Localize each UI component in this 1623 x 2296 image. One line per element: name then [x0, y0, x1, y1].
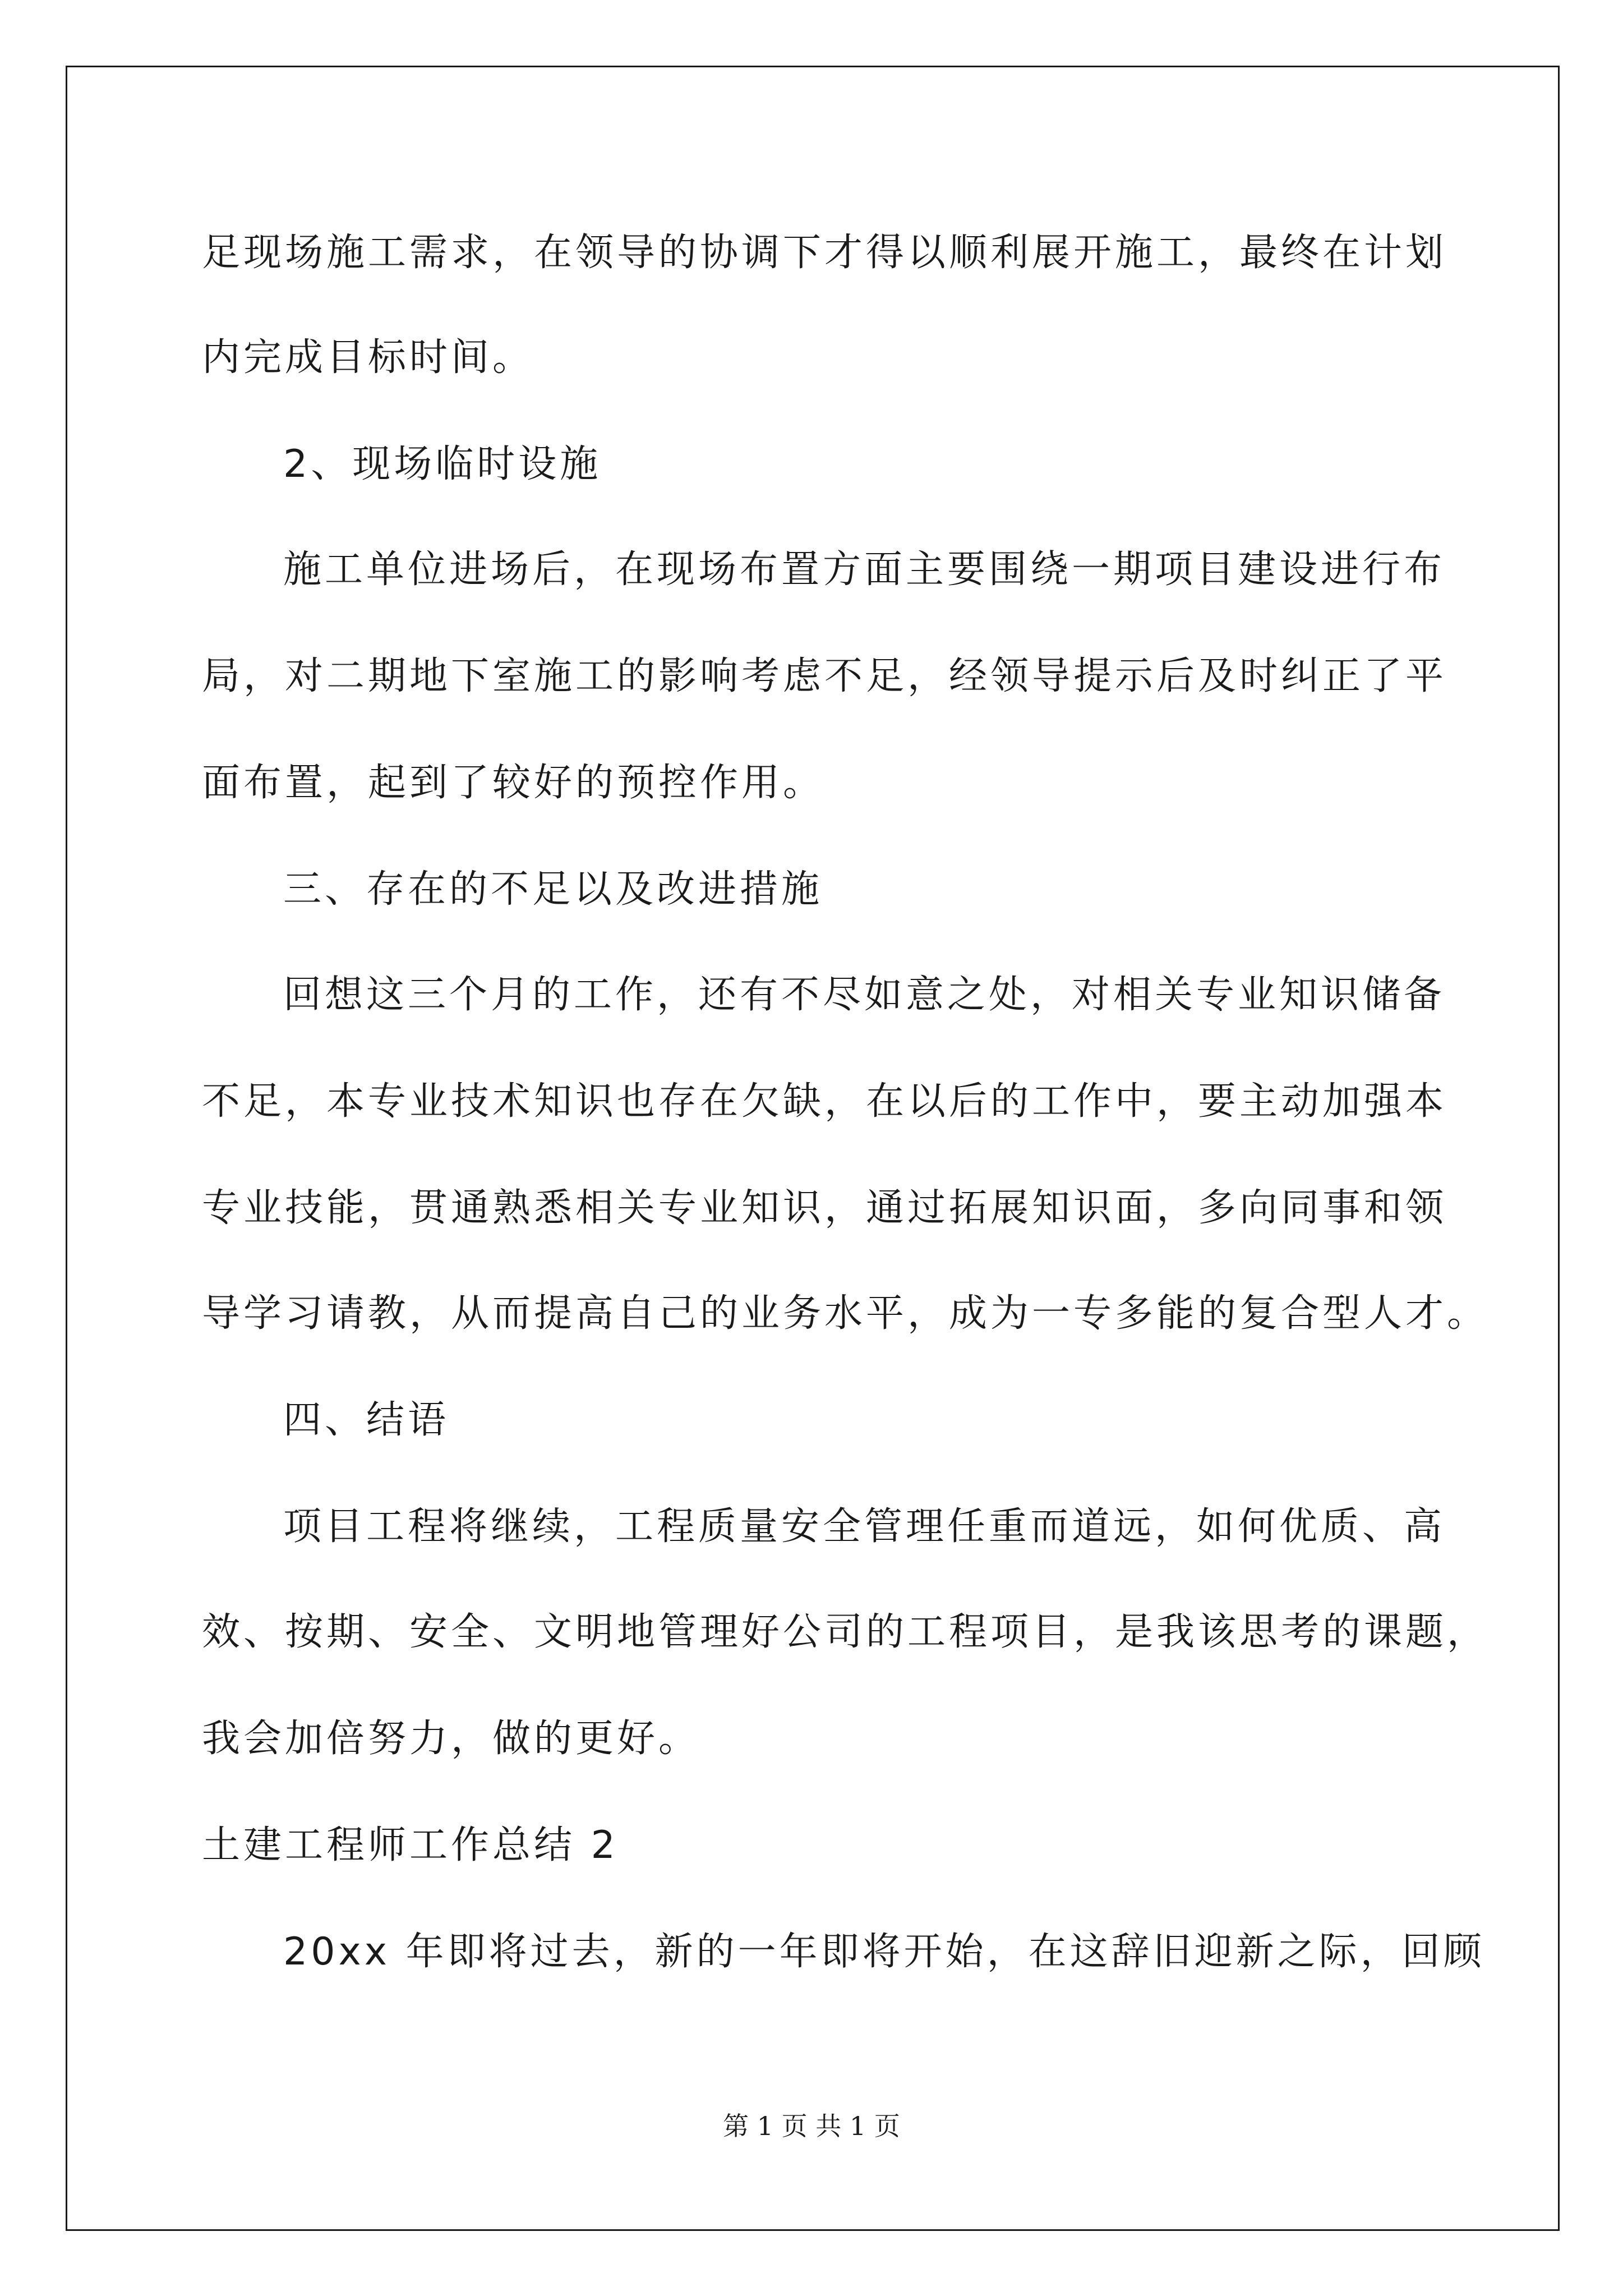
- text-line: 局，对二期地下室施工的影响考虑不足，经领导提示后及时纠正了平: [202, 654, 1447, 698]
- text-line: 导学习请教，从而提高自己的业务水平，成为一专多能的复合型人才。: [202, 1291, 1489, 1336]
- section-heading: 四、结语: [283, 1398, 450, 1442]
- text-line: 足现场施工需求，在领导的协调下才得以顺利展开施工，最终在计划: [202, 231, 1447, 275]
- text-line: 回想这三个月的工作，还有不尽如意之处，对相关专业知识储备: [283, 973, 1446, 1017]
- text-line: 效、按期、安全、文明地管理好公司的工程项目，是我该思考的课题，: [202, 1610, 1489, 1654]
- section-heading: 2、现场临时设施: [283, 442, 602, 486]
- page-border: [66, 66, 1560, 2231]
- text-line: 不足，本专业技术知识也存在欠缺，在以后的工作中，要主动加强本: [202, 1079, 1447, 1124]
- text-line: 专业技能，贯通熟悉相关专业知识，通过拓展知识面，多向同事和领: [202, 1186, 1447, 1230]
- text-line: 面布置，起到了较好的预控作用。: [202, 761, 825, 805]
- section-heading: 三、存在的不足以及改进措施: [283, 867, 823, 912]
- text-line: 内完成目标时间。: [202, 335, 534, 380]
- document-subtitle: 土建工程师工作总结 2: [202, 1823, 619, 1867]
- text-line: 施工单位进场后，在现场布置方面主要围绕一期项目建设进行布: [283, 547, 1446, 592]
- text-line: 我会加倍努力，做的更好。: [202, 1717, 700, 1761]
- page-footer: 第 1 页 共 1 页: [723, 2111, 900, 2141]
- text-line: 20xx 年即将过去，新的一年即将开始，在这辞旧迎新之际，回顾: [283, 1930, 1485, 1974]
- text-line: 项目工程将继续，工程质量安全管理任重而道远，如何优质、高: [283, 1504, 1446, 1549]
